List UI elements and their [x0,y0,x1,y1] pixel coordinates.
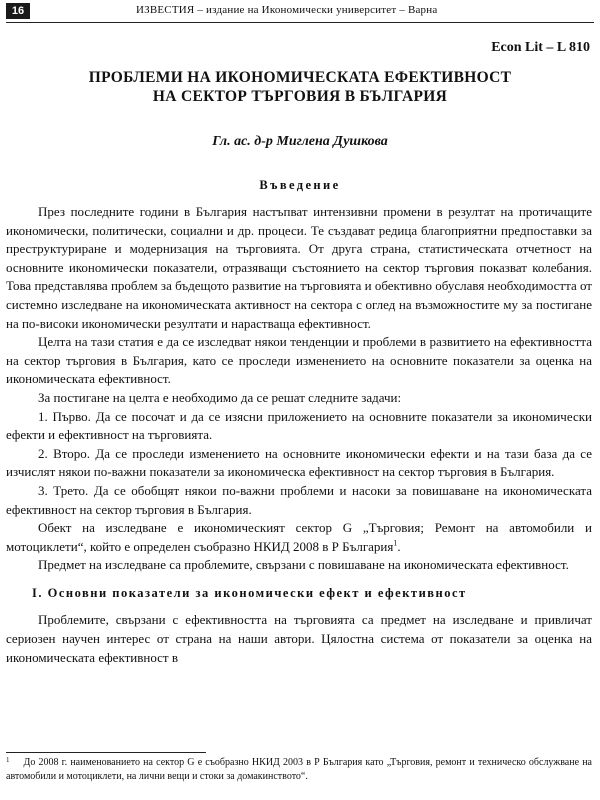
page-number: 16 [6,3,30,19]
section-heading: I. Основни показатели за икономически ефект и ефективност [32,585,467,600]
footnote-reference[interactable]: 1 [393,538,398,548]
author-name: Гл. ас. д-р Миглена Душкова [212,134,388,149]
body-paragraph: Целта на тази статия е да се изследват някои тенденции и проблеми в развитието на ефективността на сектор търговия в България, като се проследи изменението на основните показатели за оценка на икономическата ефективност. [6,334,592,387]
econlit-classification: Econ Lit – L 810 [491,40,590,55]
intro-heading: Въведение [259,178,341,192]
body-paragraph: Проблемите, свързани с ефективността на търговията са предмет на изследване и привличат сериозен научен интерес от страна на наши автори. Цялостна система от показатели за оценка на икономическата ефективност в [6,612,592,665]
task-item-3: 3. Трето. Да се обобщят някои по-важни проблеми и насоки за повишаване на икономическата ефективност на сектор търговия в България. [6,482,592,517]
body-paragraph: През последните години в България настъпват интензивни промени в резултат на протичащите икономически, политически, социални и др. процеси. Те създават редица благоприятни предпоставки за преструктуриране и модернизация на търговията. От друга страна, статистическата отчетност на основните икономически показатели, отразяващи състоянието на сектор търговия показват колебания. Това представлява проблем за бъдещото развитие на търговията и обективно обуславя необходимостта от системно изследване на икономическата активност на сектора с оглед на възможностите му за постигане на по-високи икономически резултати и нарастваща ефективност. [6,204,592,331]
running-header [6,2,594,23]
article-body [6,203,592,667]
footnote-divider [6,752,206,753]
title-line-2: НА СЕКТОР ТЪРГОВИЯ В БЪЛГАРИЯ [152,88,448,105]
body-paragraph: За постигане на целта е необходимо да се решат следните задачи: [38,389,402,405]
article-title [0,68,600,106]
task-item-2: 2. Второ. Да се проследи изменението на основните икономически ефекти и на тази база да се изчислят някои по-важни показатели за икономическа ефективност на сектор търговия в България. [6,445,592,480]
object-text: Обект на изследване е икономическият сектор G „Търговия; Ремонт на автомобили и мотоциклети“, който е определен съобразно НКИД 2008 в Р България [6,520,592,554]
running-head-text: ИЗВЕСТИЯ – издание на Икономически университет – Варна [136,4,438,16]
object-paragraph: Обект на изследване е икономическият сектор G „Търговия; Ремонт на автомобили и мотоциклети“, който е определен съобразно НКИД 2008 в Р България$^1$. [6,520,592,554]
title-line-1: ПРОБЛЕМИ НА ИКОНОМИЧЕСКАТА ЕФЕКТИВНОСТ [88,69,512,86]
task-item-1: 1. Първо. Да се посочат и да се изясни приложението на основните показатели за икономически ефекти и ефективност на търговията. [6,408,592,443]
footnote [6,756,592,783]
footnote-text: До 2008 г. наименованието на сектор G е съобразно НКИД 2003 в Р България като „Търговия, ремонт и техническо обслужване на автомобили и мотоциклети, на лични вещи и стоки за домакинството“. [6,757,592,782]
subject-paragraph: Предмет на изследване са проблемите, свързани с повишаване на икономическата ефективност. [38,557,569,573]
footnote-mark: 1 [6,756,10,764]
